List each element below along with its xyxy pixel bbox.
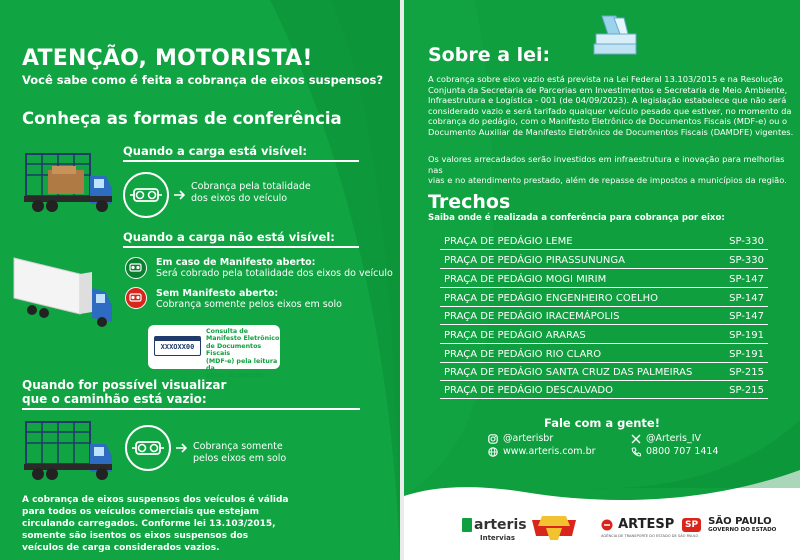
without-manifest-title: Sem Manifesto aberto: — [156, 288, 279, 299]
phone-icon — [631, 447, 641, 457]
footer-line: veículos de carga considerados vazios. — [22, 543, 220, 553]
toll-row — [440, 270, 768, 288]
toll-road: SP-147 — [729, 293, 764, 304]
paragraph-line: Os valores arrecadados serão investidos em infraestrutura e inovação para melhorias nas — [428, 154, 785, 175]
law-paragraph-1 — [428, 74, 793, 138]
artesp-mark-icon — [601, 519, 613, 531]
axle-icon — [127, 427, 169, 469]
books-icon — [588, 14, 640, 60]
visible-load-text-2: dos eixos do veículo — [191, 193, 288, 204]
paragraph-line: Infraestrutura e Logística - 001 (de 04/09/2023). A legislação estabelece que não será — [428, 95, 787, 106]
footer-note — [22, 494, 289, 554]
axle-icon-circle — [123, 172, 169, 218]
plate-icon — [154, 336, 201, 356]
toll-name: PRAÇA DE PEDÁGIO PIRASSUNUNGA — [444, 255, 625, 266]
paragraph-line: vias e no atendimento prestado, além de repasse de impostos a municípios da região. — [428, 175, 787, 186]
toll-road: SP-147 — [729, 311, 764, 322]
toll-road: SP-215 — [729, 367, 764, 378]
trechos-subtitle: Saiba onde é realizada a conferência para cobrança por eixo: — [428, 213, 725, 223]
axle-icon — [125, 174, 167, 216]
sp-subtitle: GOVERNO DO ESTADO — [708, 526, 777, 533]
footer-line: circulando carregados. Conforme lei 13.103/2015, — [22, 519, 276, 529]
arteris-mark-icon — [462, 518, 472, 532]
instagram-link[interactable] — [488, 433, 553, 444]
sp-mark-icon: SP — [682, 518, 701, 532]
toll-road: SP-330 — [729, 236, 764, 247]
toll-name: PRAÇA DE PEDÁGIO IRACEMÁPOLIS — [444, 311, 620, 322]
empty-truck-text-2: pelos eixos em solo — [193, 453, 287, 464]
page-subtitle: Você sabe como é feita a cobrança de eixos suspensos? — [22, 73, 384, 87]
plate-text: XXXOXX00 — [160, 343, 195, 351]
artesp-subtitle: AGÊNCIA DE TRANSPORTE DO ESTADO DE SÃO PAULO — [601, 534, 699, 538]
manifest-note-box — [148, 325, 280, 380]
right-panel — [404, 0, 800, 560]
toll-row — [440, 363, 768, 381]
badge-logo — [528, 512, 580, 542]
paragraph-line: considerado vazio e será tarifado qualquer veículo pesado que estiver, no momento da — [428, 105, 792, 116]
phone-link[interactable] — [631, 446, 719, 457]
note-line: de Documentos Fiscais — [206, 342, 262, 358]
arteris-wordmark: arteris — [474, 517, 527, 533]
toll-name: PRAÇA DE PEDÁGIO RIO CLARO — [444, 349, 602, 360]
divider — [123, 246, 359, 248]
truck-empty-icon — [22, 416, 117, 488]
toll-road: SP-215 — [729, 385, 764, 396]
law-title: Sobre a lei: — [428, 44, 551, 66]
toll-name: PRAÇA DE PEDÁGIO DESCALVADO — [444, 385, 613, 396]
toll-row — [440, 289, 768, 307]
axle-icon — [126, 258, 145, 277]
manifest-note — [206, 328, 280, 380]
footer-line: A cobrança de eixos suspensos dos veículos é válida — [22, 495, 289, 505]
x-link[interactable] — [631, 433, 701, 444]
paragraph-line: Documento Auxiliar de Manifesto Eletrônico de Documentos Fiscais (DAMDFE) vigentes. — [428, 126, 794, 137]
toll-name: PRAÇA DE PEDÁGIO MOGI MIRIM — [444, 274, 607, 285]
toll-row — [440, 232, 768, 250]
footer-line: para todos os veículos comerciais que estejam — [22, 507, 259, 517]
toll-road: SP-330 — [729, 255, 764, 266]
visible-load-title: Quando a carga está visível: — [123, 144, 308, 158]
sp-government-logo — [682, 514, 776, 533]
page-title: ATENÇÃO, MOTORISTA! — [22, 46, 313, 71]
toll-name: PRAÇA DE PEDÁGIO ARARAS — [444, 330, 586, 341]
hidden-load-title: Quando a carga não está visível: — [123, 230, 335, 244]
x-handle: @Arteris_IV — [646, 433, 702, 444]
partner-logos — [404, 500, 800, 560]
website-url: www.arteris.com.br — [503, 446, 596, 457]
axle-icon-circle — [125, 425, 171, 471]
toll-road: SP-191 — [729, 330, 764, 341]
arteris-subtitle: Intervias — [480, 534, 515, 542]
law-paragraph-2 — [428, 154, 800, 186]
note-line: Manifesto Eletrônico — [206, 335, 280, 343]
arteris-logo — [462, 514, 527, 542]
paragraph-line: A cobrança sobre eixo vazio está prevista na Lei Federal 13.103/2015 e na Resolução — [428, 74, 783, 84]
artesp-wordmark: ARTESP — [618, 517, 675, 532]
note-line: placa do veículo — [206, 372, 264, 380]
note-line: Consulta de — [206, 328, 249, 335]
empty-truck-title-2: que o caminhão está vazio: — [22, 392, 207, 406]
x-icon — [631, 434, 641, 444]
axle-icon-red — [125, 287, 147, 309]
axle-icon — [126, 288, 145, 307]
toll-name: PRAÇA DE PEDÁGIO SANTA CRUZ DAS PALMEIRAS — [444, 367, 693, 378]
instagram-handle: @arterisbr — [503, 433, 554, 444]
contact-title: Fale com a gente! — [544, 416, 660, 430]
toll-road: SP-191 — [729, 349, 764, 360]
truck-box-icon — [10, 252, 118, 332]
truck-loaded-icon — [22, 148, 117, 220]
arrow-right-icon — [173, 190, 187, 200]
sp-wordmark: SÃO PAULO — [708, 515, 772, 527]
footer-line: somente são isentos os eixos suspensos dos — [22, 531, 249, 541]
visible-load-text-1: Cobrança pela totalidade — [191, 181, 311, 192]
note-line: (MDF-e) pela leitura da — [206, 357, 278, 373]
section-heading: Conheça as formas de conferência — [22, 109, 342, 128]
toll-name: PRAÇA DE PEDÁGIO ENGENHEIRO COELHO — [444, 293, 658, 304]
phone-number: 0800 707 1414 — [646, 446, 719, 457]
paragraph-line: Conjunta da Secretaria de Parcerias em Investimentos e Secretaria de Meio Ambiente, — [428, 84, 788, 95]
toll-row — [440, 345, 768, 363]
globe-icon — [488, 447, 498, 457]
instagram-icon — [488, 434, 498, 444]
trechos-title: Trechos — [428, 191, 511, 213]
with-manifest-text: Será cobrado pela totalidade dos eixos do veículo — [156, 268, 393, 279]
toll-row — [440, 326, 768, 344]
with-manifest-title: Em caso de Manifesto aberto: — [156, 257, 316, 268]
arrow-right-icon — [175, 443, 189, 453]
toll-row — [440, 251, 768, 269]
website-link[interactable] — [488, 446, 596, 457]
empty-truck-text-1: Cobrança somente — [193, 441, 283, 452]
empty-truck-title-1: Quando for possível visualizar — [22, 378, 227, 392]
toll-row — [440, 381, 768, 399]
divider — [22, 408, 360, 410]
without-manifest-text: Cobrança somente pelos eixos em solo — [156, 299, 342, 310]
paragraph-line: cobrança do pedágio, com o Manifesto Eletrônico de Documentos Fiscais (MDF-e) ou o — [428, 116, 788, 127]
toll-road: SP-147 — [729, 274, 764, 285]
toll-row — [440, 307, 768, 325]
divider — [123, 160, 359, 162]
axle-icon-green — [125, 257, 147, 279]
toll-name: PRAÇA DE PEDÁGIO LEME — [444, 236, 573, 247]
